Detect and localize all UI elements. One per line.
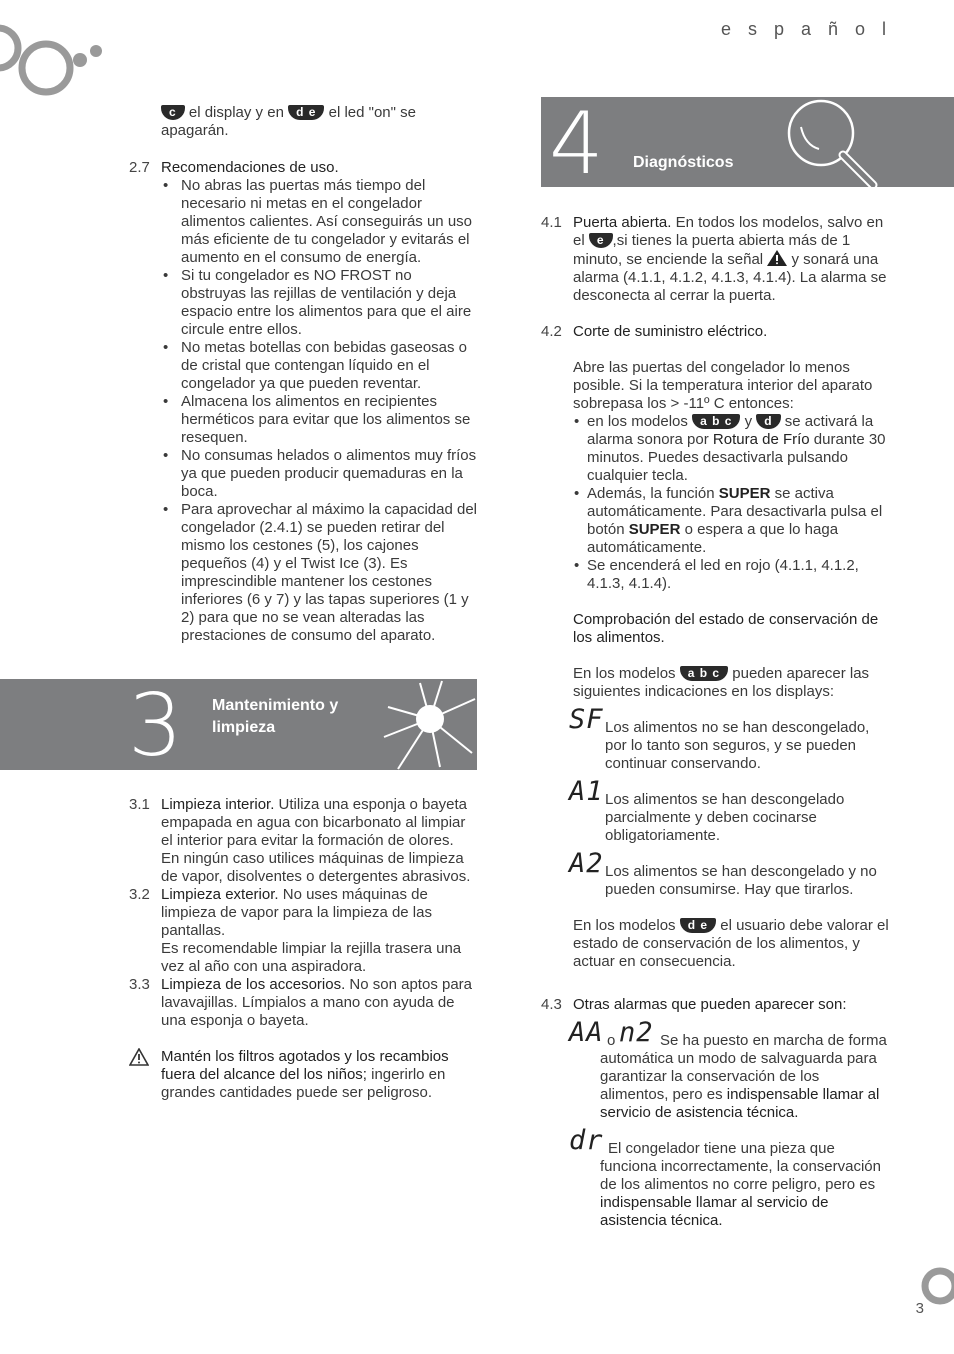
- list-item: • No abras las puertas más tiempo del necesario ni metas en el congelador alimentos calientes. Así conseguirás un uso más eficiente de tu congelador y evitarás el aumento en el consumo de energía.: [161, 177, 479, 267]
- section-4-title: Diagnósticos: [633, 154, 734, 171]
- page-number: 3: [915, 1300, 924, 1317]
- section-4-number: 4: [549, 94, 604, 194]
- models-note: En los modelos a b c pueden aparecer las siguientes indicaciones en los displays:: [573, 665, 870, 700]
- display-code: A1: [569, 776, 604, 807]
- section-3-number: 3: [128, 676, 183, 776]
- display-code: AA: [569, 1017, 604, 1048]
- section-2-7: [129, 159, 479, 645]
- list-item: • No metas botellas con bebidas gaseosas o de cristal que contengan líquido en el congelador ya que pueden reventar.: [161, 339, 479, 393]
- section-3-title: Mantenimiento y limpieza: [212, 697, 339, 736]
- language-label: e s p a ñ o l: [720, 19, 892, 39]
- power-cut-list: [573, 413, 891, 593]
- section-title: Recomendaciones de uso.: [161, 159, 339, 176]
- code-a1: A1 Los alimentos se han descongelado parcialmente y deben cocinarse obligatoriamente.: [569, 776, 845, 844]
- list-item: • Además, la función SUPER se activa automáticamente. Para desactivarla pulsa el botón SUPER o espera a que lo haga automáticamente.: [573, 485, 891, 557]
- list-item: • No consumas helados o alimentos muy fríos ya que pueden producir quemaduras en la boca.: [161, 447, 479, 501]
- section-3-items: [129, 796, 479, 1102]
- display-code: SF: [569, 704, 604, 735]
- badge-de: d e: [288, 105, 324, 120]
- badge-d: d: [756, 414, 780, 429]
- badge-e: e: [589, 233, 613, 248]
- list-item: • Se encenderá el led en rojo (4.1.1, 4.1.2, 4.1.3, 4.1.4).: [573, 557, 891, 593]
- code-dr: dr El congelador tiene una pieza que funciona incorrectamente, la conservación de los alimentos no corre peligro, pero es indispensable llamar al servicio de asistencia técnica.: [569, 1125, 881, 1229]
- item-3-1: 3.1 Limpieza interior. Utiliza una esponja o bayeta empapada en agua con bicarbonato al limpiar el interior para evitar la formación de olores. En ningún caso utilices máquinas de limpieza de vapor, disolventes o detergentes abrasivos.: [129, 796, 471, 885]
- warning-icon: [129, 1048, 149, 1066]
- section-number: 2.7: [129, 159, 150, 176]
- brand-logo: [0, 20, 110, 105]
- section-4-1: 4.1 Puerta abierta. En todos los modelos, salvo en el e ,si tienes la puerta abierta más de 1 minuto, se enciende la señal y sonará una alarma (4.1.1, 4.1.2, 4.1.3, 4.1.4). La alarma se desconecta al cerrar la puerta.: [541, 214, 887, 304]
- warning-note: Mantén los filtros agotados y los recambios fuera del alcance del los niños; ingerirlo en grandes cantidades puede ser peligroso.: [129, 1048, 479, 1102]
- display-code: dr: [569, 1125, 604, 1156]
- badge-de: d e: [680, 918, 716, 933]
- check-title: Comprobación del estado de conservación de los alimentos.: [573, 611, 879, 646]
- list-item: • en los modelos a b c y d se activará la alarma sonora por Rotura de Frío durante 30 minutos. Puedes desactivarla pulsando cualquier tecla.: [573, 413, 891, 485]
- badge-abc: a b c: [692, 414, 740, 429]
- list-item: • Si tu congelador es NO FROST no obstruyas las rejillas de ventilación y deja espacio entre los alimentos para que el aire circule entre ellos.: [161, 267, 479, 339]
- list-item: • Para aprovechar al máximo la capacidad del congelador (2.4.1) se pueden retirar del mismo los cestones (5), los cajones pequeños (4) y el Twist Ice (3). Es imprescindible mantener los cestones inferiores (6 y 7) y las tapas superiores (1 y 2) para que no se vean alteradas las prestaciones de consumo del aparato.: [161, 501, 479, 645]
- section-4-2: 4.2 Corte de suministro eléctrico. Abre las puertas del congelador lo menos posible. Si la temperatura interior del aparato sobrepasa los > -11º C entonces: • en los modelos a b c y d se activará la alarma sonora por Rotura de Frío durante 30 minutos. Puedes desactivarla pulsando cualquier tecla. • Además, la función SUPER se activa automáticamente. Para desactivarla pulsa el botón SUPER o espera a que lo haga automáticamente. • Se encenderá el led en rojo (4.1.1, 4.1.2, 4.1.3, 4.1.4). Comprobación del estado de conservación de los alimentos. En los modelos a b c pueden aparecer las siguientes indicaciones en los displays: SF Los alimentos no se han descongelado, por lo tanto son seguros, y se pueden continuar conservando. A1 Los alimentos se han descongelado parcialmente y deben cocinarse obligatoriamente. A2 Los alimentos se han descongelado y no pueden consumirse. Hay que tirarlos. En los modelos d e el usuario debe valorar el estado de conservación de los alimentos, y actuar en consecuencia.: [541, 323, 891, 971]
- code-sf: SF Los alimentos no se han descongelado, por lo tanto son seguros, y se pueden continuar conservando.: [569, 704, 870, 772]
- magnifier-icon: [781, 97, 891, 187]
- code-a2: A2 Los alimentos se han descongelado y no pueden consumirse. Hay que tirarlos.: [569, 848, 877, 898]
- badge-abc: a b c: [680, 666, 728, 681]
- list-item: • Almacena los alimentos en recipientes herméticos para evitar que los alimentos se resequen.: [161, 393, 479, 447]
- display-code: n2: [619, 1017, 654, 1048]
- recommendation-list: [161, 177, 479, 645]
- sparkle-icon: [380, 679, 477, 770]
- section-4-3: 4.3 Otras alarmas que pueden aparecer son: AA o n2 Se ha puesto en marcha de forma automática un modo de salvaguarda para garantizar la conservación de los alimentos, pero es indispensable llamar al servicio de asistencia técnica. dr El congelador tiene una pieza que funciona incorrectamente, la conservación de los alimentos no corre peligro, pero es indispensable llamar al servicio de asistencia técnica.: [541, 996, 891, 1230]
- de-models-note: En los modelos d e el usuario debe valorar el estado de conservación de los alimentos, y actuar en consecuencia.: [573, 917, 889, 970]
- badge-c: c: [161, 105, 185, 120]
- warning-icon: [767, 250, 787, 266]
- display-code: A2: [569, 848, 604, 879]
- section-3-banner: [0, 676, 477, 776]
- section-4-banner: [541, 94, 954, 194]
- item-3-2: 3.2 Limpieza exterior. No uses máquinas de limpieza de vapor para la limpieza de las pantallas. Es recomendable limpiar la rejilla trasera una vez al año con una aspiradora.: [129, 886, 462, 975]
- intro-paragraph: c el display y en d e el led "on" se apagarán.: [161, 104, 416, 139]
- item-3-3: 3.3 Limpieza de los accesorios. No son aptos para lavavajillas. Límpialos a mano con ayuda de una esponja o bayeta.: [129, 976, 473, 1029]
- code-aa-n2: AA o n2 Se ha puesto en marcha de forma automática un modo de salvaguarda para garantizar la conservación de los alimentos, pero es indispensable llamar al servicio de asistencia técnica.: [569, 1017, 887, 1121]
